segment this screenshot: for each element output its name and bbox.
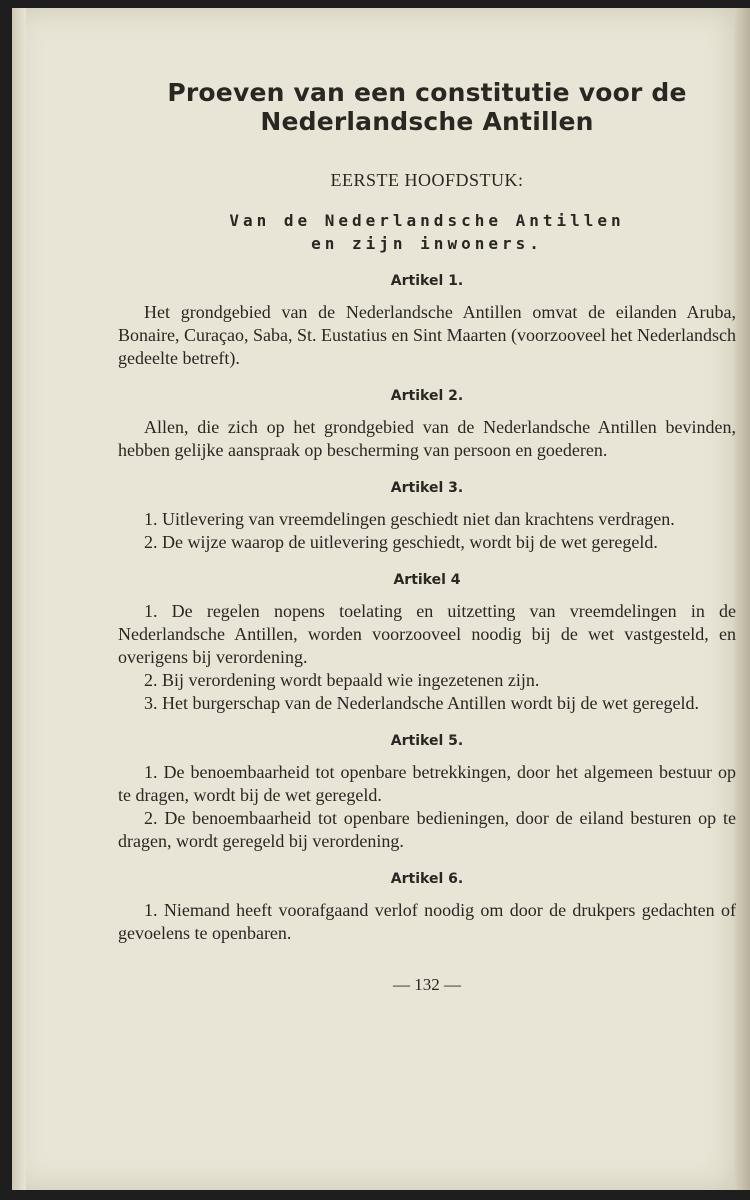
subtitle-line-2: en zijn inwoners. [311, 234, 543, 253]
article-heading: Artikel 4 [393, 572, 461, 588]
article-1 [118, 273, 736, 370]
title-line-2: Nederlandsche Antillen [260, 107, 594, 136]
article-heading: Artikel 2. [390, 388, 464, 404]
article-paragraph: 3. Het burgerschap van de Nederlandsche Antillen wordt bij de wet geregeld. [144, 693, 699, 713]
title-line-1: Proeven van een constitutie voor de [167, 78, 687, 107]
article-paragraph: 1. Uitlevering van vreemdelingen geschiedt niet dan krachtens verdragen. [144, 509, 675, 529]
article-heading: Artikel 3. [390, 480, 464, 496]
article-heading: Artikel 6. [390, 871, 464, 887]
article-5 [118, 733, 736, 853]
article-heading: Artikel 1. [390, 273, 464, 289]
chapter-subtitle [118, 209, 736, 255]
article-paragraph: Het grondgebied van de Nederlandsche Antillen omvat de eilanden Aruba, Bonaire, Curaçao, Saba, St. Eustatius en Sint Maarten (voorzooveel het Nederlandsch gedeelte betreft). [118, 302, 736, 368]
page-spine-shadow [12, 8, 26, 1190]
article-4 [118, 572, 736, 715]
page-title [118, 78, 736, 136]
article-6 [118, 871, 736, 945]
article-paragraph: Allen, die zich op het grondgebied van de Nederlandsche Antillen bevinden, hebben gelijke aanspraak op bescherming van persoon en goederen. [118, 417, 736, 460]
article-paragraph: 1. Niemand heeft voorafgaand verlof noodig om door de drukpers gedachten of gevoelens te openbaren. [118, 900, 736, 943]
article-heading: Artikel 5. [390, 733, 464, 749]
article-paragraph: 2. De benoembaarheid tot openbare bedieningen, door de eiland besturen op te dragen, wordt geregeld bij verordening. [118, 808, 736, 851]
subtitle-line-1: Van de Nederlandsche Antillen [229, 211, 625, 230]
page-content [118, 78, 736, 995]
article-paragraph: 1. De regelen nopens toelating en uitzetting van vreemdelingen in de Nederlandsche Antillen, worden voorzooveel noodig bij de wet vastgesteld, en overigens bij verordening. [118, 601, 736, 667]
article-paragraph: 1. De benoembaarheid tot openbare betrekkingen, door het algemeen bestuur op te dragen, wordt bij de wet geregeld. [118, 762, 736, 805]
chapter-heading: EERSTE HOOFDSTUK: [330, 170, 524, 190]
article-paragraph: 2. Bij verordening wordt bepaald wie ingezetenen zijn. [144, 670, 540, 690]
page-edge [734, 8, 750, 1190]
article-3 [118, 480, 736, 554]
page-number: — 132 — [393, 975, 461, 994]
article-2 [118, 388, 736, 462]
article-paragraph: 2. De wijze waarop de uitlevering geschiedt, wordt bij de wet geregeld. [144, 532, 658, 552]
